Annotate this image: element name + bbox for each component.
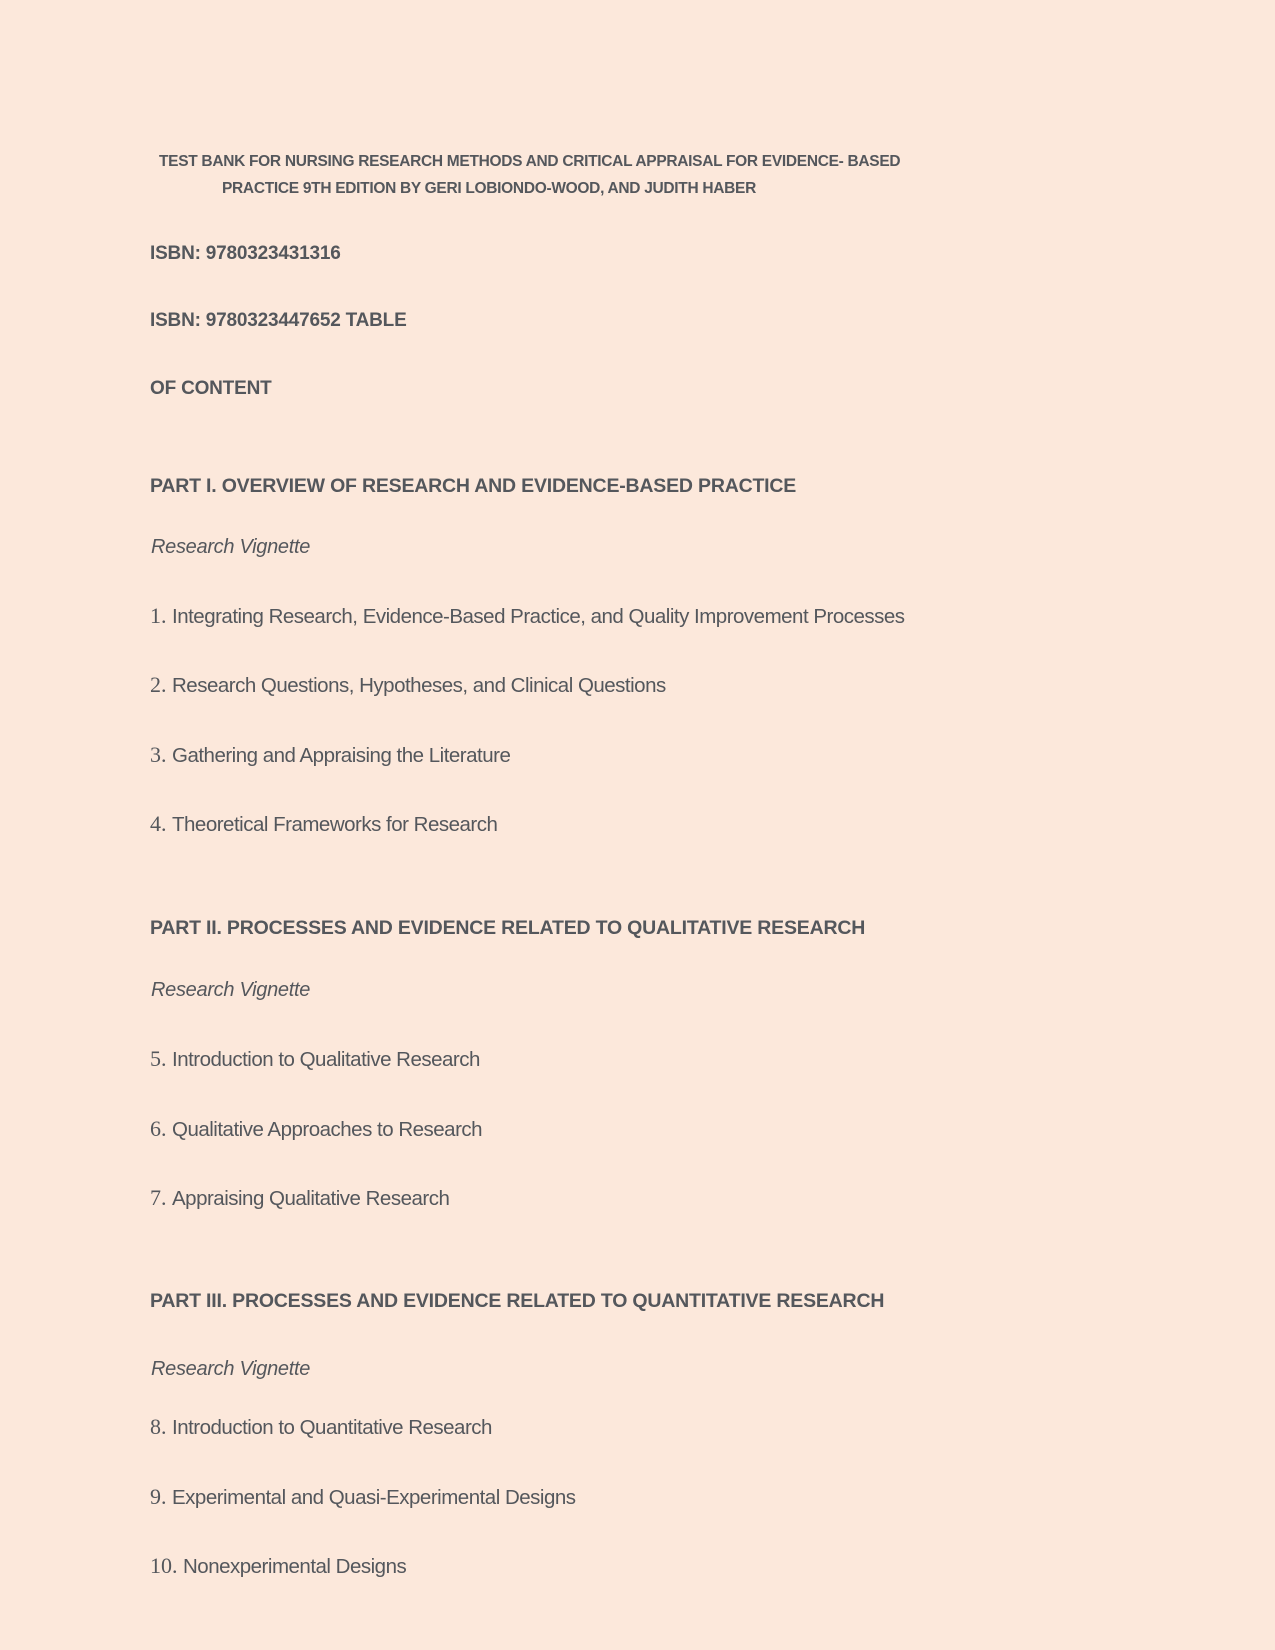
- part-3-vignette: Research Vignette: [151, 1358, 311, 1380]
- chapter-number: 6: [150, 1116, 161, 1141]
- chapter-item-3: [150, 742, 510, 768]
- number-separator: .: [161, 1185, 166, 1210]
- chapter-item-6: [150, 1116, 482, 1142]
- number-separator: .: [161, 742, 166, 767]
- chapter-number: 4: [150, 811, 161, 836]
- chapter-number: 2: [150, 672, 161, 697]
- chapter-number: 7: [150, 1185, 161, 1210]
- chapter-item-9: [150, 1484, 576, 1510]
- chapter-number: 3: [150, 742, 161, 767]
- isbn-line-2: ISBN: 9780323447652 TABLE: [150, 310, 407, 331]
- number-separator: .: [172, 1553, 177, 1578]
- chapter-title: Introduction to Quantitative Research: [172, 1416, 492, 1439]
- chapter-title: Research Questions, Hypotheses, and Clinical Questions: [172, 674, 666, 697]
- number-separator: .: [161, 1414, 166, 1439]
- chapter-item-4: [150, 811, 497, 837]
- chapter-item-7: [150, 1185, 449, 1211]
- part-2-vignette: Research Vignette: [151, 979, 311, 1001]
- document-title-line-2: PRACTICE 9TH EDITION BY GERI LOBIONDO-WOOD, AND JUDITH HABER: [222, 180, 756, 197]
- chapter-title: Experimental and Quasi-Experimental Designs: [172, 1486, 576, 1509]
- part-1-vignette: Research Vignette: [151, 536, 311, 558]
- number-separator: .: [161, 672, 166, 697]
- chapter-number: 5: [150, 1046, 161, 1071]
- chapter-number: 9: [150, 1484, 161, 1509]
- chapter-title: Introduction to Qualitative Research: [172, 1048, 480, 1071]
- document-title-line-1: TEST BANK FOR NURSING RESEARCH METHODS AND CRITICAL APPRAISAL FOR EVIDENCE- BASED: [159, 153, 901, 170]
- chapter-number: 10: [150, 1553, 172, 1578]
- chapter-title: Nonexperimental Designs: [183, 1555, 407, 1578]
- chapter-number: 8: [150, 1414, 161, 1439]
- part-2-heading: PART II. PROCESSES AND EVIDENCE RELATED TO QUALITATIVE RESEARCH: [150, 917, 866, 939]
- chapter-title: Integrating Research, Evidence-Based Practice, and Quality Improvement Processes: [172, 605, 905, 628]
- chapter-item-2: [150, 672, 666, 698]
- number-separator: .: [161, 1046, 166, 1071]
- chapter-title: Appraising Qualitative Research: [172, 1187, 450, 1210]
- chapter-title: Gathering and Appraising the Literature: [172, 744, 511, 767]
- chapter-title: Theoretical Frameworks for Research: [172, 813, 498, 836]
- number-separator: .: [161, 603, 166, 628]
- chapter-title: Qualitative Approaches to Research: [172, 1118, 483, 1141]
- number-separator: .: [161, 1484, 166, 1509]
- part-3-heading: PART III. PROCESSES AND EVIDENCE RELATED TO QUANTITATIVE RESEARCH: [150, 1290, 885, 1312]
- chapter-item-8: [150, 1414, 492, 1440]
- isbn-line-1: ISBN: 9780323431316: [150, 243, 341, 264]
- part-1-heading: PART I. OVERVIEW OF RESEARCH AND EVIDENCE-BASED PRACTICE: [150, 475, 797, 497]
- number-separator: .: [161, 811, 166, 836]
- chapter-number: 1: [150, 603, 161, 628]
- number-separator: .: [161, 1116, 166, 1141]
- chapter-item-5: [150, 1046, 480, 1072]
- table-of-content-heading: OF CONTENT: [150, 378, 272, 399]
- chapter-item-1: [150, 603, 905, 629]
- chapter-item-10: [150, 1553, 406, 1579]
